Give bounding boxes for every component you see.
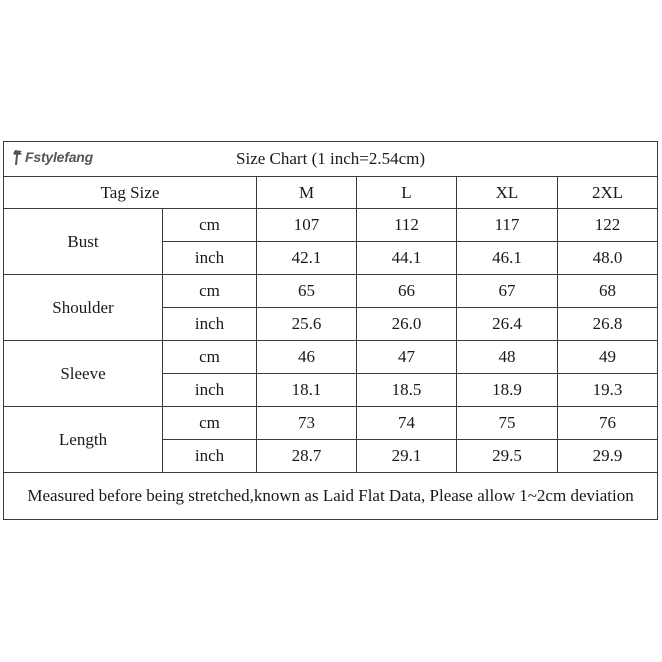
size-header: M: [257, 177, 357, 209]
note-row: [4, 473, 658, 520]
tag-size-header: Tag Size: [4, 177, 257, 209]
title-row: [4, 142, 658, 177]
table-cell: 19.3: [558, 374, 658, 407]
table-cell: 67: [457, 275, 558, 308]
table-cell: 68: [558, 275, 658, 308]
note-text: Measured before being stretched,known as Laid Flat Data, Please allow 1~2cm deviation: [4, 473, 658, 520]
table-cell: 66: [357, 275, 457, 308]
unit-label: cm: [163, 341, 257, 374]
table-cell: 48.0: [558, 242, 658, 275]
unit-label: inch: [163, 440, 257, 473]
table-cell: 29.5: [457, 440, 558, 473]
unit-label: cm: [163, 407, 257, 440]
unit-label: inch: [163, 242, 257, 275]
chart-title: Size Chart (1 inch=2.54cm): [236, 149, 426, 169]
table-cell: 47: [357, 341, 457, 374]
size-header: L: [357, 177, 457, 209]
table-cell: 46: [257, 341, 357, 374]
size-chart-table: [3, 141, 658, 520]
table-cell: 42.1: [257, 242, 357, 275]
unit-label: cm: [163, 275, 257, 308]
table-row: [4, 275, 658, 308]
measurement-label: Shoulder: [4, 275, 163, 341]
table-cell: 26.0: [357, 308, 457, 341]
title-cell: [4, 142, 658, 177]
table-cell: 25.6: [257, 308, 357, 341]
table-cell: 74: [357, 407, 457, 440]
measurement-label: Sleeve: [4, 341, 163, 407]
table-cell: 75: [457, 407, 558, 440]
unit-label: inch: [163, 308, 257, 341]
table-cell: 122: [558, 209, 658, 242]
fish-icon: [12, 149, 25, 166]
table-row: [4, 341, 658, 374]
table-cell: 29.9: [558, 440, 658, 473]
table-cell: 112: [357, 209, 457, 242]
unit-label: inch: [163, 374, 257, 407]
brand-logo: [12, 149, 93, 166]
table-cell: 48: [457, 341, 558, 374]
table-row: [4, 209, 658, 242]
table-cell: 107: [257, 209, 357, 242]
table-cell: 65: [257, 275, 357, 308]
table-cell: 26.4: [457, 308, 558, 341]
size-header: 2XL: [558, 177, 658, 209]
table-cell: 18.1: [257, 374, 357, 407]
table-cell: 18.9: [457, 374, 558, 407]
table-cell: 46.1: [457, 242, 558, 275]
table-cell: 29.1: [357, 440, 457, 473]
table-cell: 76: [558, 407, 658, 440]
table-cell: 73: [257, 407, 357, 440]
table-cell: 18.5: [357, 374, 457, 407]
header-row: [4, 177, 658, 209]
table-cell: 28.7: [257, 440, 357, 473]
table-cell: 44.1: [357, 242, 457, 275]
measurement-label: Bust: [4, 209, 163, 275]
unit-label: cm: [163, 209, 257, 242]
table-row: [4, 407, 658, 440]
measurement-label: Length: [4, 407, 163, 473]
brand-logo-text: Fstylefang: [25, 149, 94, 166]
size-header: XL: [457, 177, 558, 209]
table-cell: 26.8: [558, 308, 658, 341]
table-cell: 117: [457, 209, 558, 242]
table-cell: 49: [558, 341, 658, 374]
